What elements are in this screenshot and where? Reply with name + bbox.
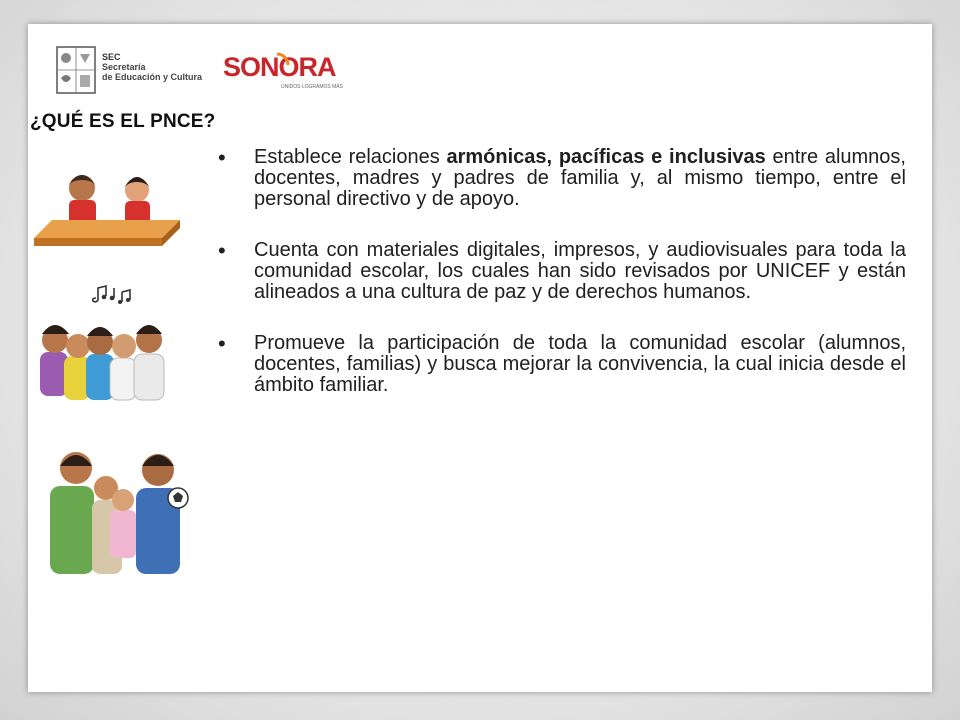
bullet-text-bold: armónicas, pacíficas e inclusivas bbox=[446, 146, 766, 168]
children-at-desk-illustration bbox=[32, 158, 182, 253]
sec-logo-text bbox=[102, 52, 202, 82]
bullet-text-before: Establece relaciones bbox=[254, 146, 447, 168]
singing-children-illustration bbox=[38, 312, 170, 404]
bullet-dot: • bbox=[218, 238, 226, 263]
sonora-logo bbox=[223, 48, 353, 92]
bullet-dot: • bbox=[218, 145, 226, 170]
sec-seal-icon bbox=[56, 46, 96, 94]
bullet-dot: • bbox=[218, 331, 226, 356]
music-notes-icon bbox=[92, 282, 136, 304]
bullet-item-participacion bbox=[218, 333, 906, 396]
page-title: ¿QUÉ ES EL PNCE? bbox=[30, 111, 216, 132]
bullet-text: Promueve la participación de toda la comunidad escolar (alumnos, docentes, familias) y busca mejorar la convivencia, la cual inicia desde el ámbito familiar. bbox=[254, 332, 906, 396]
sec-line1: Secretaría bbox=[102, 62, 146, 72]
sec-line2: de Educación y Cultura bbox=[102, 72, 203, 82]
bullet-text: Cuenta con materiales digitales, impresos, y audiovisuales para toda la comunidad escolar, los cuales han sido revisados por UNICEF y están alineados a una cultura de paz y de derechos humanos. bbox=[254, 239, 906, 303]
bullet-text-after: entre alumnos, docentes, madres y padres de familia y, al mismo tiempo, entre el personal directivo y de apoyo. bbox=[254, 146, 906, 210]
sonora-wordmark: SONORA bbox=[223, 52, 336, 82]
family-illustration bbox=[44, 448, 194, 576]
sec-abbr: SEC bbox=[102, 52, 121, 62]
bullet-list bbox=[218, 147, 906, 426]
bullet-item-relaciones bbox=[218, 147, 906, 210]
sec-logo bbox=[56, 46, 216, 96]
bullet-item-materiales bbox=[218, 240, 906, 303]
sonora-tagline: UNIDOS LOGRAMOS MÁS bbox=[281, 84, 343, 90]
